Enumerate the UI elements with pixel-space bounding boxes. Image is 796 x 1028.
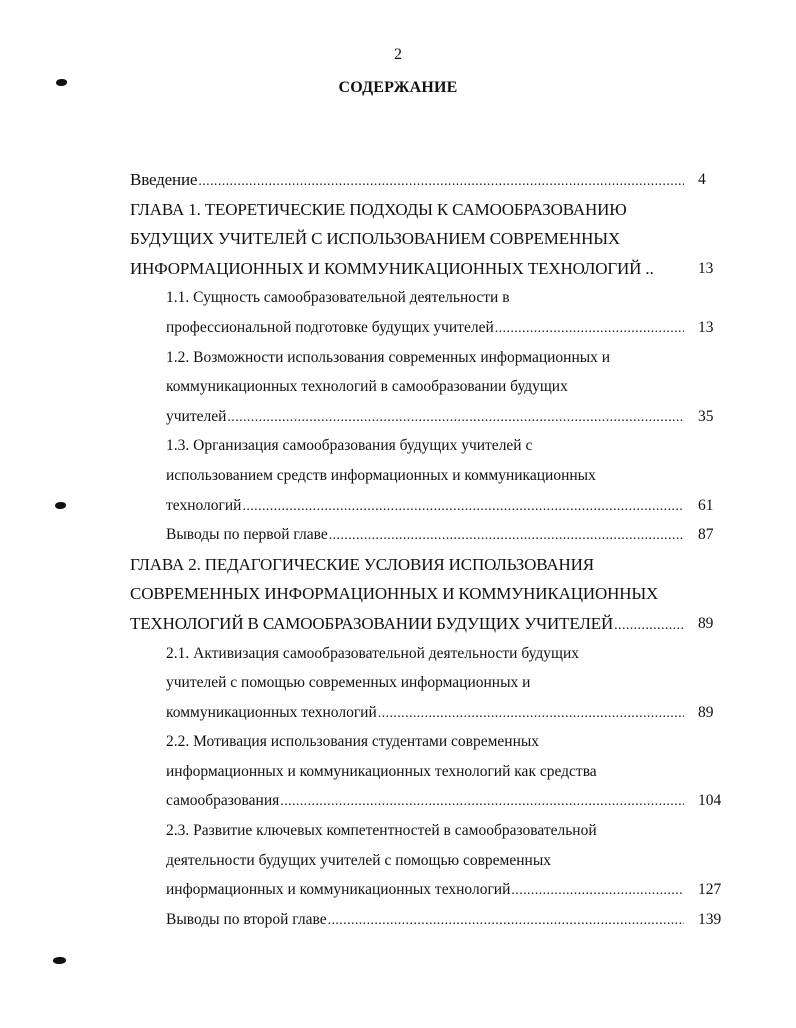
toc-entry-line	[166, 786, 722, 816]
dot-leader	[328, 905, 684, 936]
toc-entry-text: Введение	[130, 170, 198, 189]
toc-entry-line	[166, 520, 714, 550]
binder-hole-mark	[53, 957, 66, 964]
toc-page-number: 104	[698, 792, 722, 810]
toc-entry-line	[130, 224, 730, 254]
toc-entry-text: СОВРЕМЕННЫХ ИНФОРМАЦИОННЫХ И КОММУНИКАЦИОННЫХ	[130, 584, 659, 604]
toc-entry-text: ИНФОРМАЦИОННЫХ И КОММУНИКАЦИОННЫХ ТЕХНОЛОГИЙ ..	[130, 258, 654, 278]
toc-entry-line	[166, 313, 714, 343]
toc-entry-text: использованием средств информационных и коммуникационных	[166, 466, 596, 484]
table-of-contents	[130, 165, 730, 934]
toc-entry-line	[130, 165, 706, 195]
dot-leader	[280, 786, 684, 817]
toc-entry-line	[166, 905, 722, 935]
toc-entry-line	[130, 609, 714, 639]
toc-entry-text: 2.3. Развитие ключевых компетентностей в самообразовательной	[166, 822, 597, 840]
dot-leader	[329, 520, 684, 551]
toc-entry-text: 1.3. Организация самообразования будущих учителей с	[166, 437, 533, 455]
dot-leader	[227, 402, 684, 433]
binder-hole-mark	[55, 502, 66, 509]
toc-page-number: 4	[698, 171, 706, 188]
toc-entry-text: учителей	[166, 407, 227, 425]
toc-entry-text: технологий	[166, 496, 242, 514]
toc-entry-line	[166, 816, 730, 846]
toc-entry-line	[166, 402, 714, 432]
toc-entry-text: ГЛАВА 1. ТЕОРЕТИЧЕСКИЕ ПОДХОДЫ К САМООБРАЗОВАНИЮ	[130, 199, 627, 219]
toc-entry-line	[166, 431, 730, 461]
toc-entry-text: 2.1. Активизация самообразовательной деятельности будущих	[166, 644, 580, 662]
toc-entry-line	[166, 875, 722, 905]
dot-leader	[614, 609, 684, 641]
toc-entry-text: коммуникационных технологий в самообразовании будущих	[166, 378, 568, 396]
toc-entry-line	[166, 639, 730, 669]
toc-entry-line	[166, 372, 730, 402]
toc-page-number: 87	[698, 526, 714, 544]
toc-entry-line	[166, 343, 730, 373]
page-title: СОДЕРЖАНИЕ	[338, 79, 458, 96]
toc-entry-text: коммуникационных технологий	[166, 703, 377, 721]
toc-page-number: 89	[698, 703, 714, 721]
dot-leader	[495, 313, 684, 344]
toc-entry-text: Выводы по первой главе	[166, 526, 328, 544]
toc-entry-line	[166, 757, 730, 787]
dot-leader	[198, 165, 684, 197]
toc-page-number: 13	[698, 259, 714, 277]
toc-entry-text: деятельности будущих учителей с помощью современных	[166, 851, 551, 869]
toc-entry-line	[166, 698, 714, 728]
toc-page-number: 61	[698, 496, 714, 514]
toc-entry-line	[166, 283, 730, 313]
toc-entry-line	[130, 254, 730, 284]
page-number: 2	[394, 46, 402, 63]
toc-entry-line	[130, 579, 730, 609]
toc-entry-line	[130, 550, 730, 580]
toc-entry-text: БУДУЩИХ УЧИТЕЛЕЙ С ИСПОЛЬЗОВАНИЕМ СОВРЕМЕННЫХ	[130, 229, 621, 249]
toc-entry-text: 1.2. Возможности использования современных информационных и	[166, 348, 611, 366]
toc-entry-line	[166, 491, 714, 521]
toc-entry-line	[166, 727, 730, 757]
toc-entry-text: Выводы по второй главе	[166, 910, 327, 928]
toc-entry-text: информационных и коммуникационных технологий как средства	[166, 762, 597, 780]
toc-entry-text: информационных и коммуникационных технологий	[166, 881, 511, 899]
toc-entry-text: профессиональной подготовке будущих учителей	[166, 318, 494, 336]
dot-leader	[242, 491, 684, 522]
toc-entry-text: ТЕХНОЛОГИЙ В САМООБРАЗОВАНИИ БУДУЩИХ УЧИТЕЛЕЙ	[130, 613, 614, 633]
toc-entry-text: 1.1. Сущность самообразовательной деятельности в	[166, 289, 510, 307]
toc-page-number: 139	[698, 910, 722, 928]
toc-entry-text: ГЛАВА 2. ПЕДАГОГИЧЕСКИЕ УСЛОВИЯ ИСПОЛЬЗОВАНИЯ	[130, 554, 594, 574]
toc-entry-line	[166, 846, 730, 876]
toc-entry-text: 2.2. Мотивация использования студентами современных	[166, 733, 540, 751]
toc-entry-line	[166, 461, 730, 491]
toc-entry-line	[166, 668, 730, 698]
dot-leader	[378, 698, 684, 729]
dot-leader	[511, 875, 684, 906]
toc-page-number: 89	[698, 614, 714, 632]
toc-page-number: 35	[698, 407, 714, 425]
toc-page-number: 13	[698, 318, 714, 336]
toc-entry-line	[130, 195, 730, 225]
toc-page-number: 127	[698, 881, 722, 899]
toc-entry-text: учителей с помощью современных информационных и	[166, 674, 531, 692]
toc-entry-text: самообразования	[166, 792, 280, 810]
